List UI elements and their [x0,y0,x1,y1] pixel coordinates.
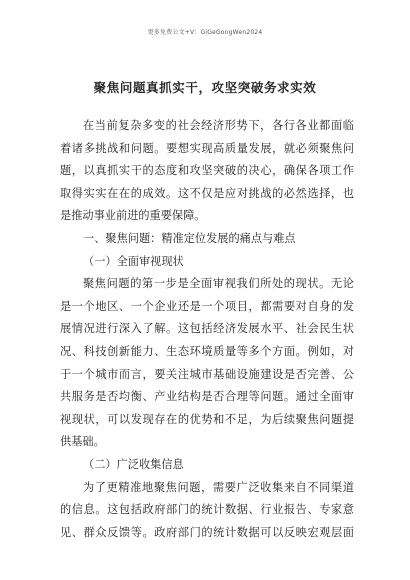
paragraph-line: 在当前复杂多变的社会经济形势下，各行各业都面临 [83,119,354,132]
subsection-heading: （二）广泛收集信息 [83,457,184,471]
paragraph-line: 供基础。 [60,435,105,449]
paragraph-line: 是一个地区、一个企业还是一个项目，都需要对自身的发 [60,299,354,313]
header-watermark: 更多免费公文+V：GiGeGongWen2024 [147,29,263,36]
subsection-heading: （一）全面审视现状 [83,254,184,268]
paragraph-line: 是推动事业前进的重要保障。 [60,209,206,223]
paragraph-line: 取得实实在在的成效。这不仅是应对挑战的必然选择，也 [60,186,354,200]
paragraph-line: 于一个城市而言，要关注城市基础设施建设是否完善、公 [60,367,354,381]
paragraph-line: 聚焦问题的第一步是全面审视我们所处的现状。无论 [83,277,354,291]
section-heading: 一、聚焦问题：精准定位发展的痛点与难点 [83,231,296,245]
paragraph-line: 共服务是否均衡、产业结构是否合理等问题。通过全面审 [60,390,354,404]
paragraph-line: 况、科技创新能力、生态环境质量等多个方面。例如，对 [60,344,354,358]
document-body [60,115,354,544]
paragraph-line: 题，以真抓实干的态度和攻坚突破的决心，确保各项工作 [60,164,354,178]
paragraph-line: 的信息。这包括政府部门的统计数据、行业报告、专家意 [60,503,354,517]
paragraph-line: 着诸多挑战和问题。要想实现高质量发展，就必须聚焦问 [60,141,354,155]
paragraph-line: 见、群众反馈等。政府部门的统计数据可以反映宏观层面 [60,525,354,539]
paragraph-line: 视现状，可以发现存在的优势和不足，为后续聚焦问题提 [60,412,354,426]
paragraph-line: 为了更精准地聚焦问题，需要广泛收集来自不同渠道 [83,480,354,494]
paragraph-line: 展情况进行深入了解。这包括经济发展水平、社会民生状 [60,322,354,336]
document-title: 聚焦问题真抓实干，攻坚突破务求实效 [93,80,317,95]
